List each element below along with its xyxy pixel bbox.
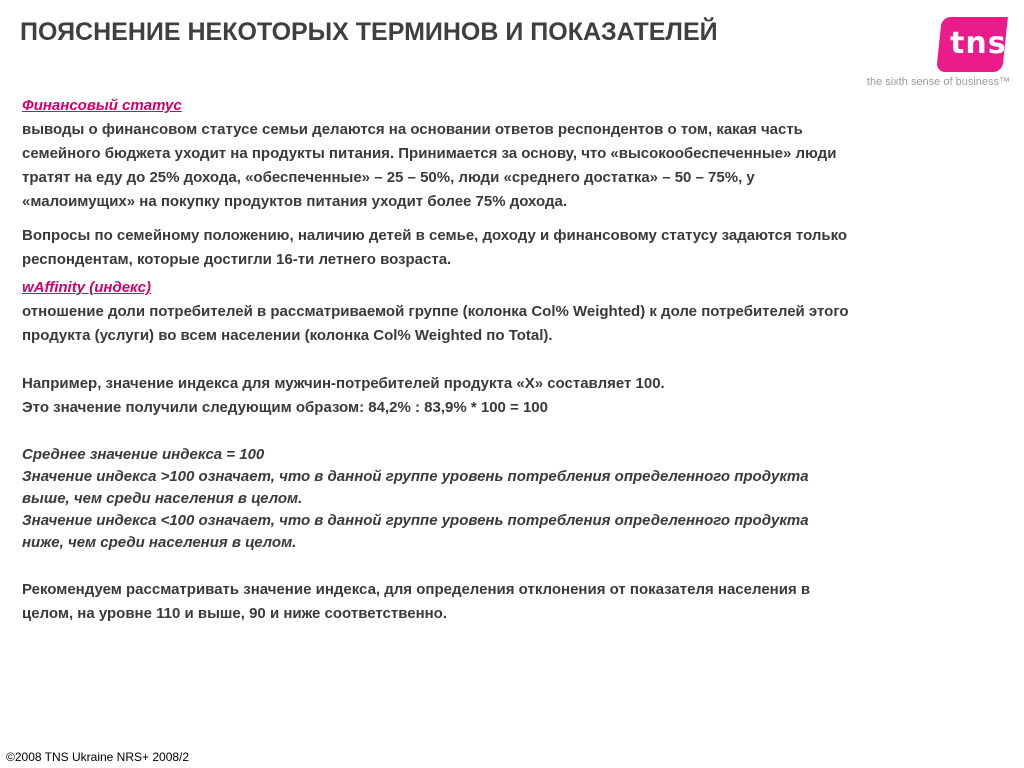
index-line-5: ниже, чем среди населения в целом. <box>22 534 297 551</box>
index-line-2: Значение индекса >100 означает, что в данной группе уровень потребления определенного продукта <box>22 468 809 485</box>
index-line-1: Среднее значение индекса = 100 <box>22 446 265 463</box>
index-line-4: Значение индекса <100 означает, что в данной группе уровень потребления определенного продукта <box>22 512 809 529</box>
financial-status-term <box>22 94 982 118</box>
financial-status-line-1: выводы о финансовом статусе семьи делаются на основании ответов респондентов о том, какая часть <box>22 121 803 138</box>
waffinity-line-2: продукта (услуги) во всем населении (колонка Col% Weighted по Total). <box>22 327 553 344</box>
example-line-2: Это значение получили следующим образом: 84,2% : 83,9% * 100 = 100 <box>22 399 548 416</box>
recommend-line-1: Рекомендуем рассматривать значение индекса, для определения отклонения от показателя населения в <box>22 581 811 598</box>
waffinity-line-1: отношение доли потребителей в рассматриваемой группе (колонка Col% Weighted) к доле потребителей этого <box>22 303 849 320</box>
tns-logo-text: tns <box>950 26 1007 61</box>
questions-line-2: респондентам, которые достигли 16-ти летнего возраста. <box>22 251 452 268</box>
example-line-1: Например, значение индекса для мужчин-потребителей продукта «Х» составляет 100. <box>22 375 665 392</box>
financial-status-line-3: тратят на еду до 25% дохода, «обеспеченные» – 25 – 50%, люди «среднего достатка» – 50 – 75%, у <box>22 169 755 186</box>
content-body <box>22 94 982 626</box>
index-line-3: выше, чем среди населения в целом. <box>22 490 303 507</box>
recommend-line-2: целом, на уровне 110 и выше, 90 и ниже соответственно. <box>22 605 448 622</box>
financial-status-line-2: семейного бюджета уходит на продукты питания. Принимается за основу, что «высокообеспеченные» люди <box>22 145 837 162</box>
financial-status-line-4: «малоимущих» на покупку продуктов питания уходит более 75% дохода. <box>22 193 568 210</box>
footer-copyright: ©2008 TNS Ukraine NRS+ 2008/2 <box>6 750 190 764</box>
waffinity-term <box>22 276 982 300</box>
logo-tagline: the sixth sense of business™ <box>866 76 1010 88</box>
questions-line-1: Вопросы по семейному положению, наличию детей в семье, доходу и финансовому статусу задаются только <box>22 227 848 244</box>
term-financial-status: Финансовый статус <box>22 97 182 114</box>
page-title: ПОЯСНЕНИЕ НЕКОТОРЫХ ТЕРМИНОВ И ПОКАЗАТЕЛЕЙ <box>20 18 718 46</box>
term-waffinity: wAffinity (индекс) <box>22 279 151 296</box>
